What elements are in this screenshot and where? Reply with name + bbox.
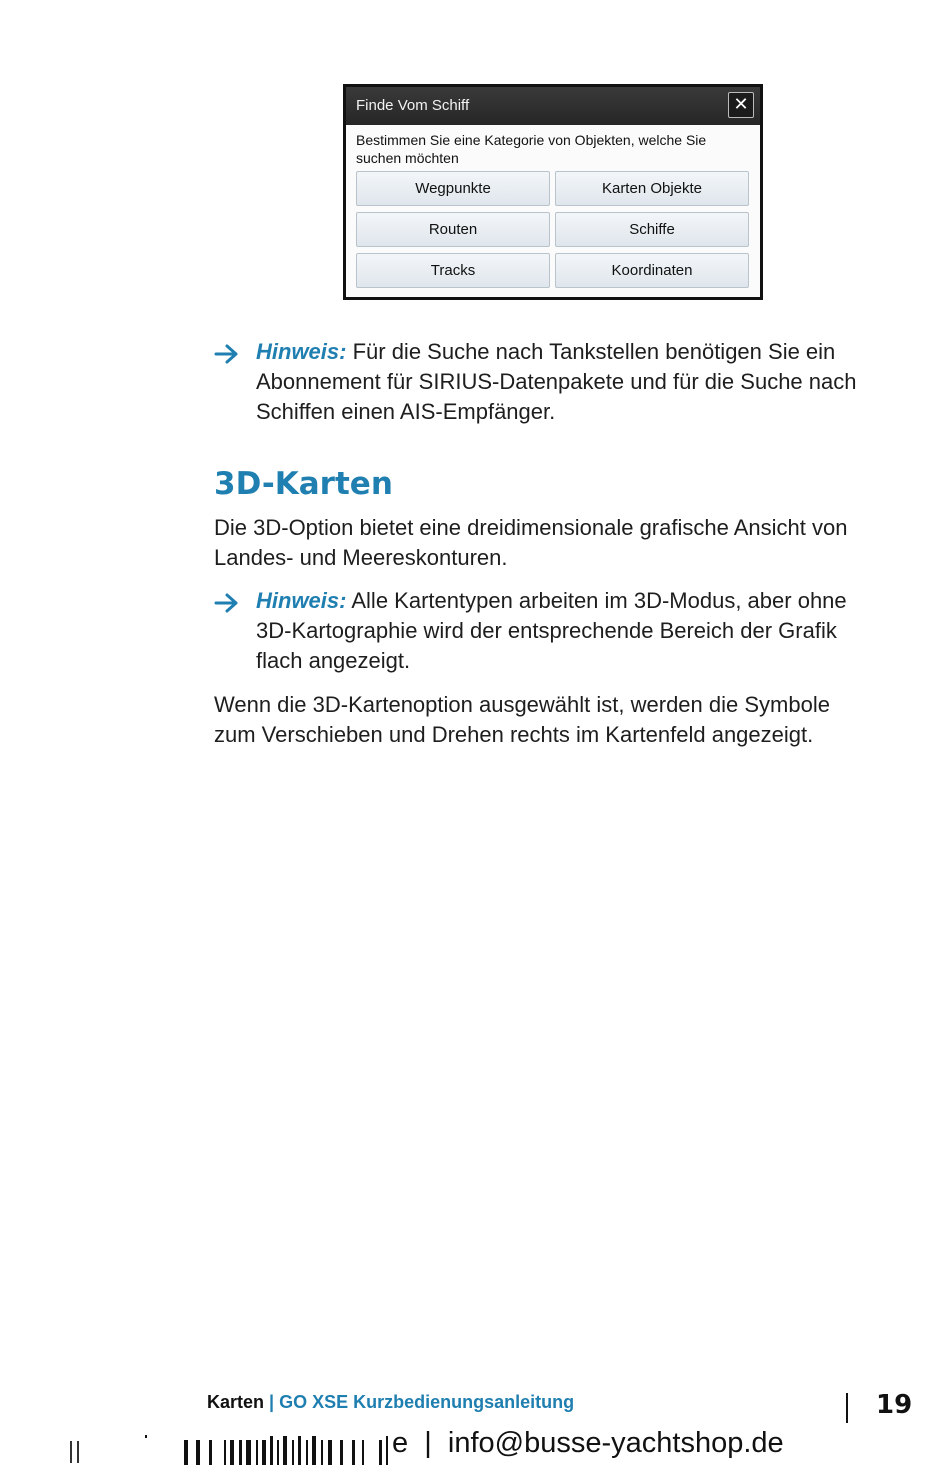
note-body: Alle Kartentypen arbeiten im 3D-Modus, aber ohne 3D-Kartographie wird der entsprechende Bereich der Grafik flach angezeigt. — [256, 588, 847, 673]
paragraph-3d-symbols: Wenn die 3D-Kartenoption ausgewählt ist, werden die Symbole zum Verschieben und Drehen rechts im Kartenfeld angezeigt. — [214, 692, 830, 747]
section-heading: 3D-Karten — [214, 466, 393, 502]
section-intro: Die 3D-Option bietet eine dreidimensionale grafische Ansicht von Landes- und Meereskonturen. — [214, 515, 848, 570]
tracks-button[interactable]: Tracks — [356, 253, 550, 288]
note-label: Hinweis: — [256, 339, 347, 364]
note-label: Hinweis: — [256, 588, 347, 613]
footer-separator: | — [264, 1392, 280, 1412]
close-icon[interactable]: ✕ — [728, 92, 754, 118]
dialog-title: Finde Vom Schiff — [356, 97, 470, 114]
footer-divider — [846, 1393, 848, 1423]
footer-section: Karten — [207, 1392, 265, 1412]
note-text — [256, 337, 874, 427]
chart-objects-button[interactable]: Karten Objekte — [555, 171, 749, 206]
find-from-vessel-dialog — [343, 84, 763, 300]
arrow-right-icon — [214, 592, 240, 614]
note-3d-mode — [214, 586, 874, 676]
category-button-grid — [356, 171, 749, 288]
arrow-right-icon — [214, 343, 240, 365]
note-text — [256, 586, 874, 676]
waypoints-button[interactable]: Wegpunkte — [356, 171, 550, 206]
dialog-prompt: Bestimmen Sie eine Kategorie von Objekten, welche Sie suchen möchten — [356, 132, 707, 166]
routes-button[interactable]: Routen — [356, 212, 550, 247]
contact-stamp-text: e | info@busse-yachtshop.de — [392, 1427, 784, 1459]
dialog-body — [346, 125, 760, 297]
page-number: 19 — [876, 1390, 913, 1420]
running-footer — [207, 1392, 574, 1413]
footer-product: GO XSE Kurzbedienungsanleitung — [279, 1392, 575, 1412]
dialog-titlebar — [346, 87, 760, 125]
vessels-button[interactable]: Schiffe — [555, 212, 749, 247]
coordinates-button[interactable]: Koordinaten — [555, 253, 749, 288]
note-body: Für die Suche nach Tankstellen benötigen Sie ein Abonnement für SIRIUS-Datenpakete und für die Suche nach Schiffen einen AIS-Empfänger. — [256, 339, 857, 424]
note-fuel-search — [214, 337, 874, 427]
